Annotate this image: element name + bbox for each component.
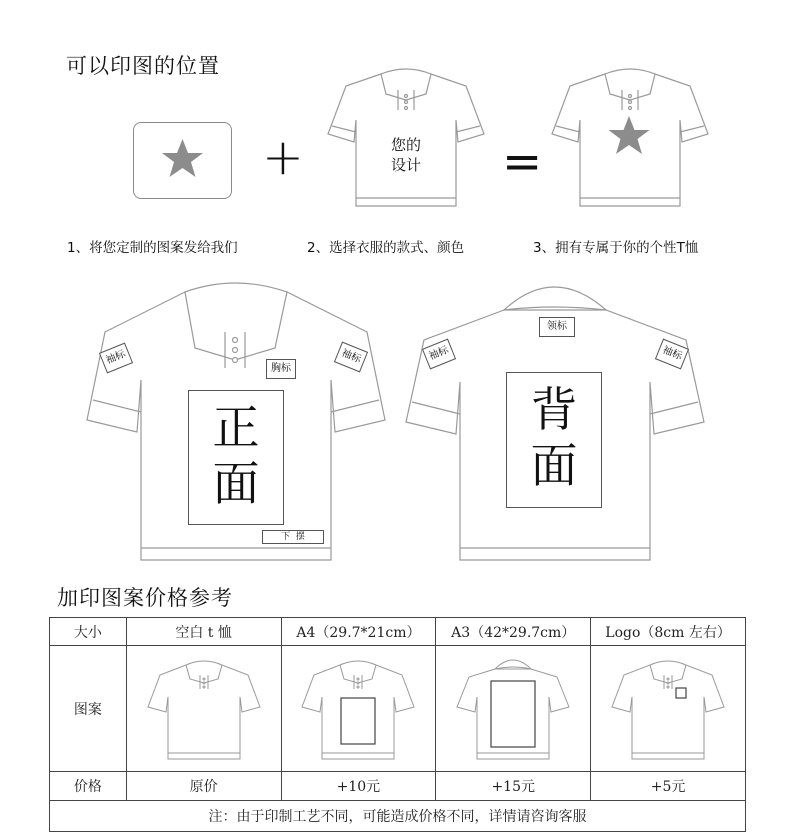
table-row bbox=[50, 618, 746, 646]
tshirt-logo-thumb bbox=[610, 655, 726, 763]
size-cell-logo: Logo（8cm 左右） bbox=[591, 618, 746, 646]
back-sleeve-label-left: 袖标 bbox=[422, 339, 456, 370]
tshirt-a4-thumb bbox=[300, 655, 416, 763]
back-label-char-2: 面 bbox=[530, 439, 578, 494]
size-cell-blank: 空白 t 恤 bbox=[126, 618, 281, 646]
front-print-area bbox=[188, 390, 284, 525]
step-1: 1、将您定制的图案发给我们 bbox=[67, 240, 238, 256]
design-card bbox=[133, 122, 232, 199]
front-hem-label: 下 摆 bbox=[262, 530, 324, 544]
pattern-cell-a3 bbox=[436, 646, 591, 772]
equals-operator: = bbox=[502, 134, 543, 190]
price-cell-a4: +10元 bbox=[281, 772, 436, 801]
front-sleeve-label-left: 袖标 bbox=[99, 343, 133, 374]
back-print-area bbox=[506, 372, 602, 508]
tshirt-result-outline bbox=[550, 60, 710, 212]
row-label-price: 价格 bbox=[50, 772, 127, 801]
size-cell-a3: A3（42*29.7cm） bbox=[436, 618, 591, 646]
table-row bbox=[50, 772, 746, 801]
row-label-size: 大小 bbox=[50, 618, 127, 646]
pattern-cell-a4 bbox=[281, 646, 436, 772]
tshirt-blank-thumb bbox=[146, 655, 262, 763]
front-label-char-2: 面 bbox=[212, 457, 260, 512]
design-text-line-2: 设计 bbox=[390, 156, 421, 174]
design-text-line-1: 您的 bbox=[390, 136, 421, 154]
plus-operator: + bbox=[262, 128, 304, 186]
table-row bbox=[50, 801, 746, 832]
your-design-text bbox=[383, 135, 429, 175]
price-note: 注：由于印制工艺不同，可能造成价格不同，详情请咨询客服 bbox=[50, 801, 746, 832]
back-label-char-1: 背 bbox=[530, 383, 578, 438]
size-cell-a4: A4（29.7*21cm） bbox=[281, 618, 436, 646]
pattern-cell-blank bbox=[126, 646, 281, 772]
table-row bbox=[50, 646, 746, 772]
row-label-pattern: 图案 bbox=[50, 646, 127, 772]
back-collar-label: 领标 bbox=[539, 317, 575, 337]
star-icon bbox=[134, 123, 231, 198]
section-title-price: 加印图案价格参考 bbox=[57, 586, 233, 610]
section-title-print-positions: 可以印图的位置 bbox=[66, 54, 220, 78]
front-chest-label: 胸标 bbox=[266, 359, 296, 379]
front-sleeve-label-right: 袖标 bbox=[334, 342, 368, 373]
front-label-char-1: 正 bbox=[212, 401, 260, 456]
step-2: 2、选择衣服的款式、颜色 bbox=[307, 240, 465, 256]
pattern-cell-logo bbox=[591, 646, 746, 772]
back-sleeve-label-right: 袖标 bbox=[655, 339, 689, 370]
price-cell-a3: +15元 bbox=[436, 772, 591, 801]
price-cell-blank: 原价 bbox=[126, 772, 281, 801]
price-cell-logo: +5元 bbox=[591, 772, 746, 801]
tshirt-a3-thumb bbox=[455, 655, 571, 763]
step-3: 3、拥有专属于你的个性T恤 bbox=[533, 240, 699, 256]
price-table bbox=[49, 617, 746, 832]
